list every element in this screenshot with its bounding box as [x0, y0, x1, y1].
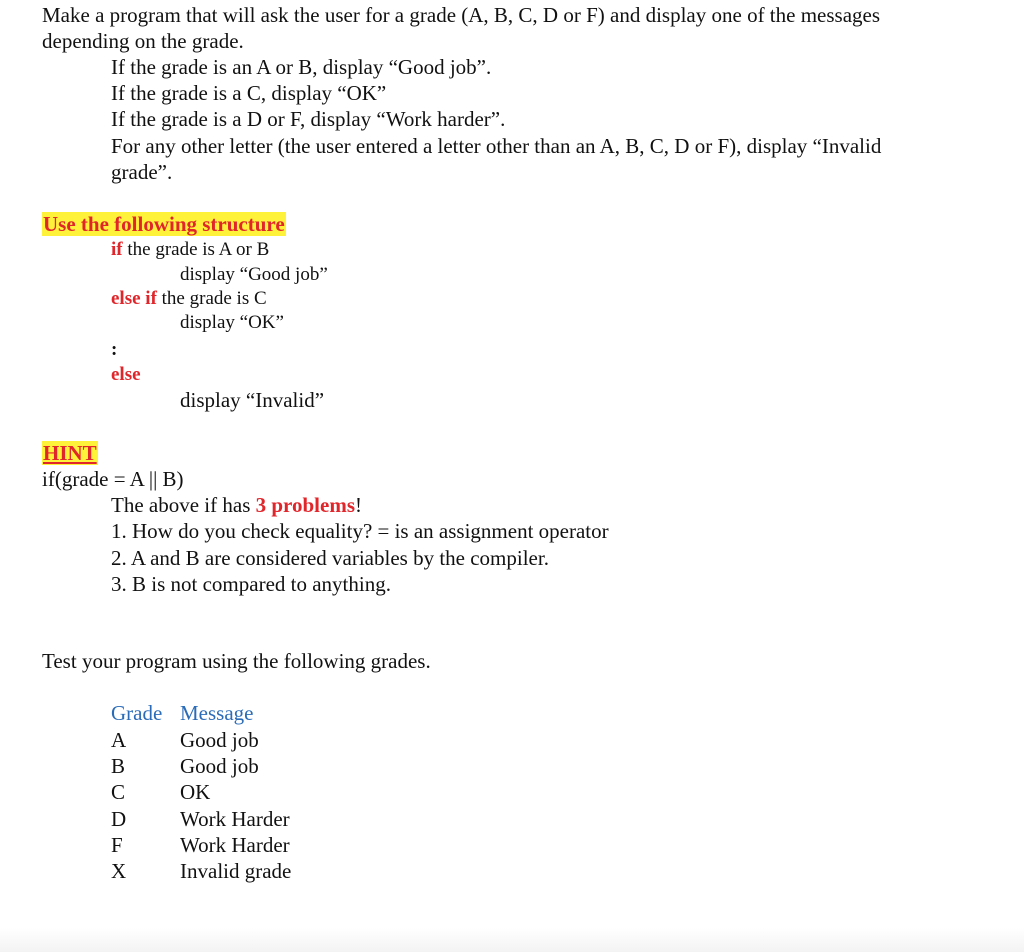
pseudo-if-line: [111, 237, 269, 263]
structure-heading-text: Use the following structure: [43, 212, 285, 236]
hint-item-2: 2. A and B are considered variables by the compiler.: [111, 546, 549, 570]
table-row-message: OK: [180, 780, 211, 804]
rule-df: If the grade is a D or F, display “Work harder”.: [111, 107, 506, 131]
hint-item-3: 3. B is not compared to anything.: [111, 572, 391, 596]
rule-ab: If the grade is an A or B, display “Good job”.: [111, 55, 492, 79]
table-row-message: Work Harder: [180, 833, 290, 857]
table-row-grade: F: [111, 833, 123, 857]
hint-problems-line: [111, 492, 362, 518]
table-row-grade: X: [111, 859, 127, 883]
table-row-message: Invalid grade: [180, 859, 292, 883]
pseudo-else-line: [111, 362, 141, 388]
rule-other-line-1: For any other letter (the user entered a letter other than an A, B, C, D or F), display “Invalid: [111, 134, 882, 158]
table-row-grade: B: [111, 754, 126, 778]
table-header-message: Message: [180, 701, 254, 725]
hint-heading: [42, 440, 98, 466]
pseudo-display-invalid: display “Invalid”: [180, 388, 325, 412]
pseudo-elseif-line: [111, 286, 267, 312]
else-keyword: else: [111, 364, 141, 385]
page-bottom-edge: [0, 928, 1024, 952]
table-row-grade: C: [111, 780, 126, 804]
rule-other-line-2: grade”.: [111, 160, 173, 184]
hint-item-1: 1. How do you check equality? = is an assignment operator: [111, 519, 609, 543]
pseudo-display-ok: display “OK”: [180, 312, 284, 333]
intro-line-1: Make a program that will ask the user for a grade (A, B, C, D or F) and display one of the messages: [42, 3, 881, 27]
if-condition: the grade is A or B: [122, 239, 270, 260]
table-header-grade: Grade: [111, 701, 163, 725]
elseif-condition: the grade is C: [156, 288, 267, 309]
rule-c: If the grade is a C, display “OK”: [111, 81, 387, 105]
pseudo-ellipsis: :: [111, 339, 118, 360]
elseif-keyword: else if: [111, 288, 157, 309]
hint-problems-suffix: !: [355, 493, 362, 517]
table-row-message: Good job: [180, 754, 259, 778]
hint-label: HINT: [43, 441, 97, 465]
structure-heading: [42, 211, 286, 237]
hint-problems-count: 3 problems: [255, 493, 355, 517]
table-row-message: Work Harder: [180, 807, 290, 831]
table-row-message: Good job: [180, 728, 259, 752]
table-row-grade: A: [111, 728, 127, 752]
pseudo-display-good-job: display “Good job”: [180, 264, 328, 285]
if-keyword: if: [111, 239, 123, 260]
test-intro: Test your program using the following grades.: [42, 649, 431, 673]
hint-code: if(grade = A || B): [42, 467, 184, 491]
hint-problems-prefix: The above if has: [111, 493, 256, 517]
intro-line-2: depending on the grade.: [42, 29, 244, 53]
table-row-grade: D: [111, 807, 127, 831]
